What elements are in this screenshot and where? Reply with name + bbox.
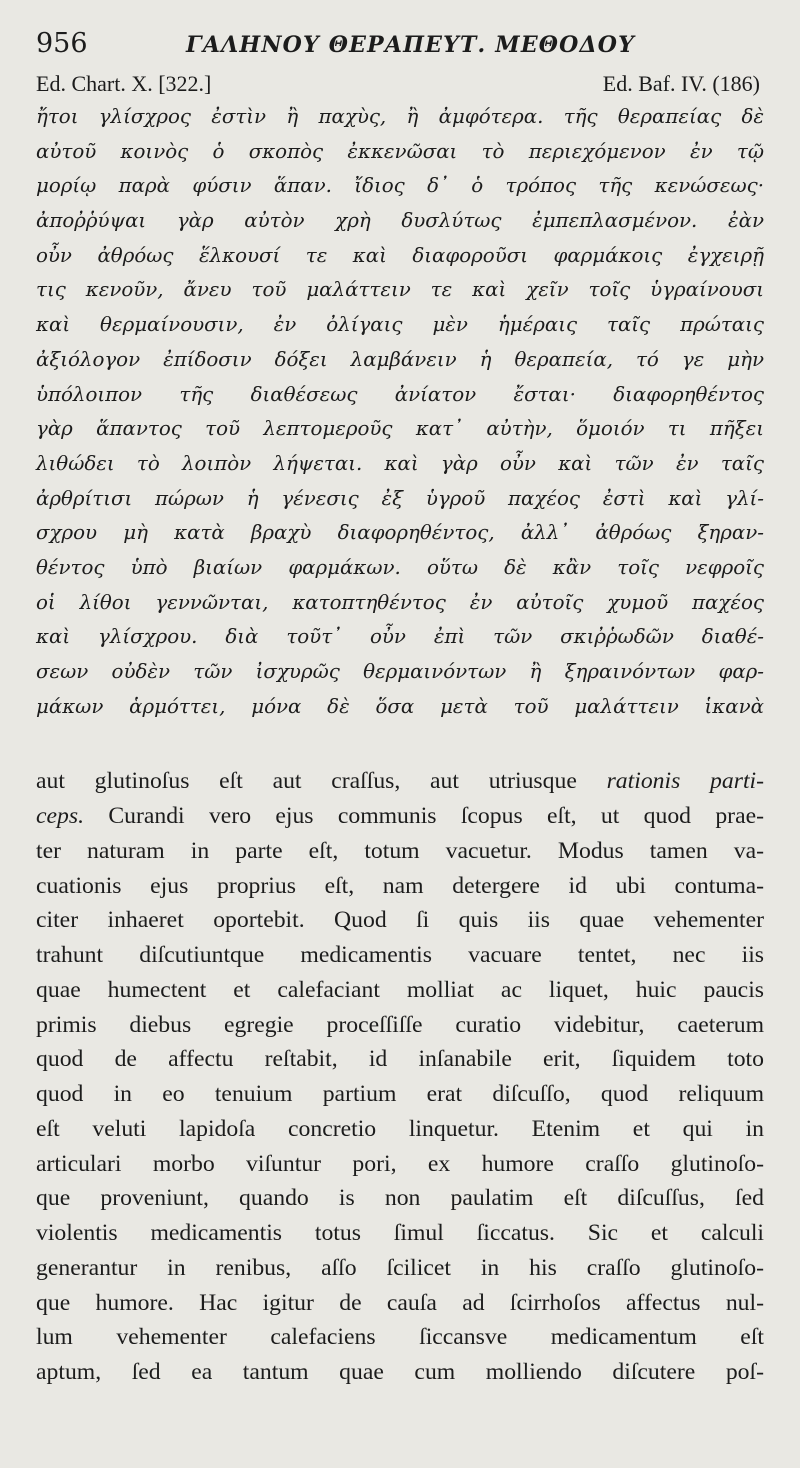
greek-line: οὖν ἀθρόως ἕλκουσί τε καὶ διαφοροῦσι φαρμάκοις ἐγχειρῇ [36,243,764,267]
latin-line: citer inhaeret oportebit. Quod ſi quis iis quae vehementer [36,907,764,934]
running-head [36,28,764,64]
latin-line: generantur in renibus, aſſo ſcilicet in his craſſo glutinoſo- [36,1254,764,1281]
greek-line: ἀξιόλογον ἐπίδοσιν δόξει λαμβάνειν ἡ θεραπεία, τό γε μὴν [36,347,764,371]
running-title: ΓΑΛΗΝΟΥ ΘΕΡΑΠΕΥΤ. ΜΕΘΟΔΟΥ [186,32,636,58]
page-number: 956 [36,28,88,59]
greek-line: ἤτοι γλίσχρος ἐστὶν ἢ παχὺς, ἢ ἀμφότερα. τῆς θεραπείας δὲ [36,105,764,128]
greek-line: τις κενοῦν, ἄνευ τοῦ μαλάττειν τε καὶ χεῖν τοῖς ὑγραίνουσι [36,278,764,302]
greek-line: θέντος ὑπὸ βιαίων φαρμάκων. οὕτω δὲ κἂν τοῖς νεφροῖς [36,555,764,579]
latin-text-block [36,764,764,1390]
greek-line: σεων οὐδὲν τῶν ἰσχυρῶς θερμαινόντων ἢ ξηραινόντων φαρ- [36,660,764,683]
latin-text: aut glutinoſus eſt aut craſſus, aut utriusque [36,768,607,795]
greek-line: γὰρ ἅπαντος τοῦ λεπτομεροῦς κατ᾽ αὐτὴν, ὅμοιόν τι πῆξει [36,417,764,441]
latin-line: quod de affectu reſtabit, id inſanabile erit, ſiquidem toto [36,1046,764,1073]
greek-line: λιθώδει τὸ λοιπὸν λήψεται. καὶ γὰρ οὖν καὶ τῶν ἐν ταῖς [36,451,764,475]
latin-line: articulari morbo viſuntur pori, ex humore craſſo glutinoſo- [36,1150,764,1177]
latin-line: quae humectent et calefaciant molliat ac liquet, huic paucis [36,976,764,1003]
latin-italic-text: ceps. [36,803,85,830]
greek-line: ἀποῤῥύψαι γὰρ αὐτὸν χρὴ δυσλύτως ἐμπεπλασμένον. ἐὰν [36,209,764,233]
latin-line: aptum, ſed ea tantum quae cum molliendo diſcutere poſ- [36,1359,764,1386]
latin-italic-text: rationis parti- [606,768,764,795]
latin-line: que humore. Hac igitur de cauſa ad ſcirrhoſos affectus nul- [36,1289,764,1316]
greek-line: καὶ γλίσχρου. διὰ τοῦτ᾽ οὖν ἐπὶ τῶν σκιῤῥωδῶν διαθέ- [36,625,764,649]
greek-line: μορίῳ παρὰ φύσιν ἅπαν. ἴδιος δ᾽ ὁ τρόπος τῆς κενώσεως· [36,174,764,198]
greek-line: σχρου μὴ κατὰ βραχὺ διαφορηθέντος, ἀλλ᾽ ἀθρόως ξηραν- [36,521,764,545]
greek-text-block [36,100,764,724]
latin-line [36,799,764,834]
greek-line: ἀρθρίτισι πώρων ἡ γένεσις ἐξ ὑγροῦ παχέος ἐστὶ καὶ γλί- [36,486,764,510]
edition-chartier: Ed. Chart. X. [322.] [36,71,212,96]
latin-text: Curandi vero ejus communis ſcopus eſt, ut quod prae- [84,803,764,830]
greek-line: αὐτοῦ κοινὸς ὁ σκοπὸς ἐκκενῶσαι τὸ περιεχόμενον ἐν τῷ [36,139,764,163]
greek-line: ὑπόλοιπον τῆς διαθέσεως ἀνίατον ἔσται· διαφορηθέντος [36,382,764,406]
latin-line: que proveniunt, quando is non paulatim eſt diſcuſſus, ſed [36,1185,764,1212]
latin-line: quod in eo tenuium partium erat diſcuſſo, quod reliquum [36,1081,764,1108]
latin-line: cuationis ejus proprius eſt, nam detergere id ubi contuma- [36,872,764,899]
latin-line [36,764,764,799]
greek-line: οἱ λίθοι γεννῶνται, κατοπτηθέντος ἐν αὐτοῖς χυμοῦ παχέος [36,590,764,614]
latin-line: primis diebus egregie proceſſiſſe curatio videbitur, caeterum [36,1011,764,1038]
latin-line: lum vehementer calefaciens ſiccansve medicamentum eſt [36,1324,764,1351]
latin-line: ter naturam in parte eſt, totum vacuetur. Modus tamen va- [36,837,764,864]
latin-line: violentis medicamentis totus ſimul ſiccatus. Sic et calculi [36,1220,764,1247]
latin-line: trahunt diſcutiuntque medicamentis vacuare tentet, nec iis [36,942,764,969]
latin-line: eſt veluti lapidoſa concretio linquetur. Etenim et qui in [36,1115,764,1142]
greek-line: καὶ θερμαίνουσιν, ἐν ὀλίγαις μὲν ἡμέραις ταῖς πρώταις [36,313,764,337]
greek-line: μάκων ἁρμόττει, μόνα δὲ ὅσα μετὰ τοῦ μαλάττειν ἱκανὰ [36,694,764,718]
edition-references [36,68,764,100]
edition-basel: Ed. Baf. IV. (186) [602,71,760,96]
